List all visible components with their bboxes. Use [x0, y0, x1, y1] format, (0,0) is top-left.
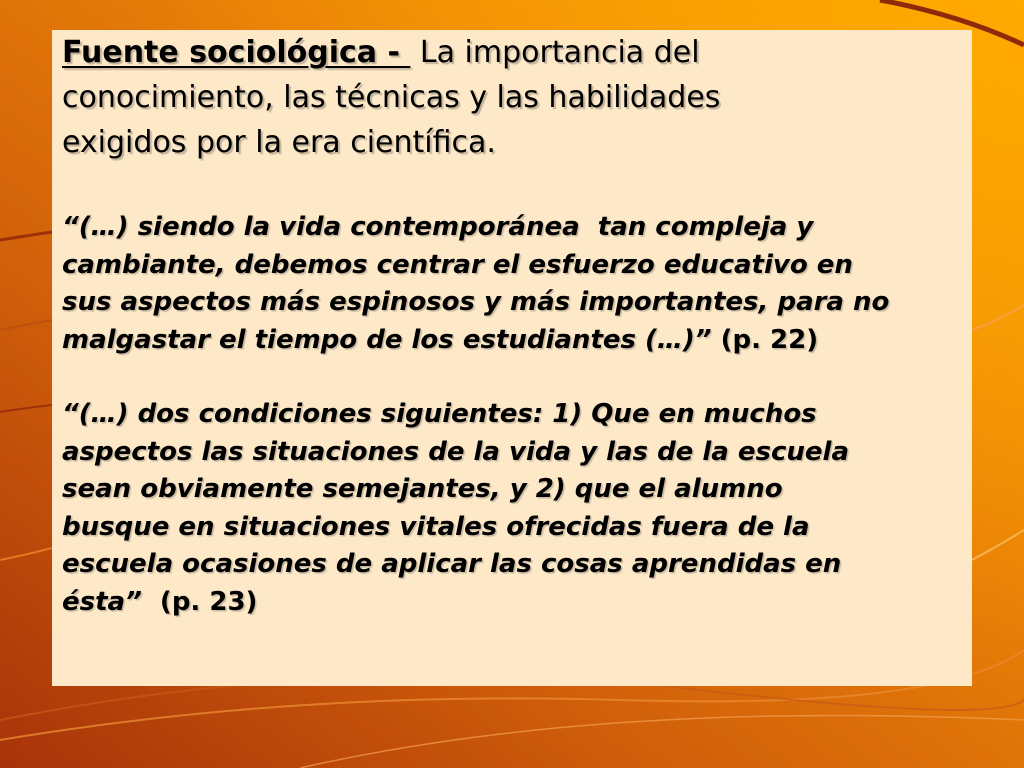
- quote-line: busque en situaciones vitales ofrecidas fuera de la: [62, 511, 810, 542]
- content-box: [52, 30, 972, 686]
- heading-line-3: exigidos por la era científica.: [62, 125, 496, 160]
- quote-line: aspectos las situaciones de la vida y las de la escuela: [62, 436, 849, 467]
- quote-last-line: [62, 322, 972, 360]
- heading-line-1-rest: La importancia del: [410, 35, 700, 70]
- quote-citation: (p. 22): [711, 324, 819, 355]
- slide-heading: [62, 30, 972, 165]
- heading-label: Fuente sociológica -: [62, 35, 411, 70]
- quote-line: malgastar el tiempo de los estudiantes (…)”: [62, 324, 712, 355]
- quote-line: escuela ocasiones de aplicar las cosas aprendidas en: [62, 549, 842, 579]
- quote-line: sus aspectos más espinosos y más importantes, para no: [62, 287, 890, 317]
- quote-block: [62, 209, 972, 359]
- quote-line: “(…) siendo la vida contemporánea tan compleja y: [62, 212, 814, 242]
- quote-last-line: [62, 584, 972, 622]
- quote-line: ésta”: [62, 586, 142, 617]
- quote-line: cambiante, debemos centrar el esfuerzo educativo en: [62, 249, 853, 280]
- quote-citation: (p. 23): [141, 586, 258, 617]
- quote-line: sean obviamente semejantes, y 2) que el alumno: [62, 474, 783, 504]
- heading-line-1: [62, 30, 972, 75]
- quote-line: “(…) dos condiciones siguientes: 1) Que en muchos: [62, 399, 817, 429]
- quote-block: [62, 396, 972, 621]
- heading-line-2: conocimiento, las técnicas y las habilidades: [62, 80, 721, 115]
